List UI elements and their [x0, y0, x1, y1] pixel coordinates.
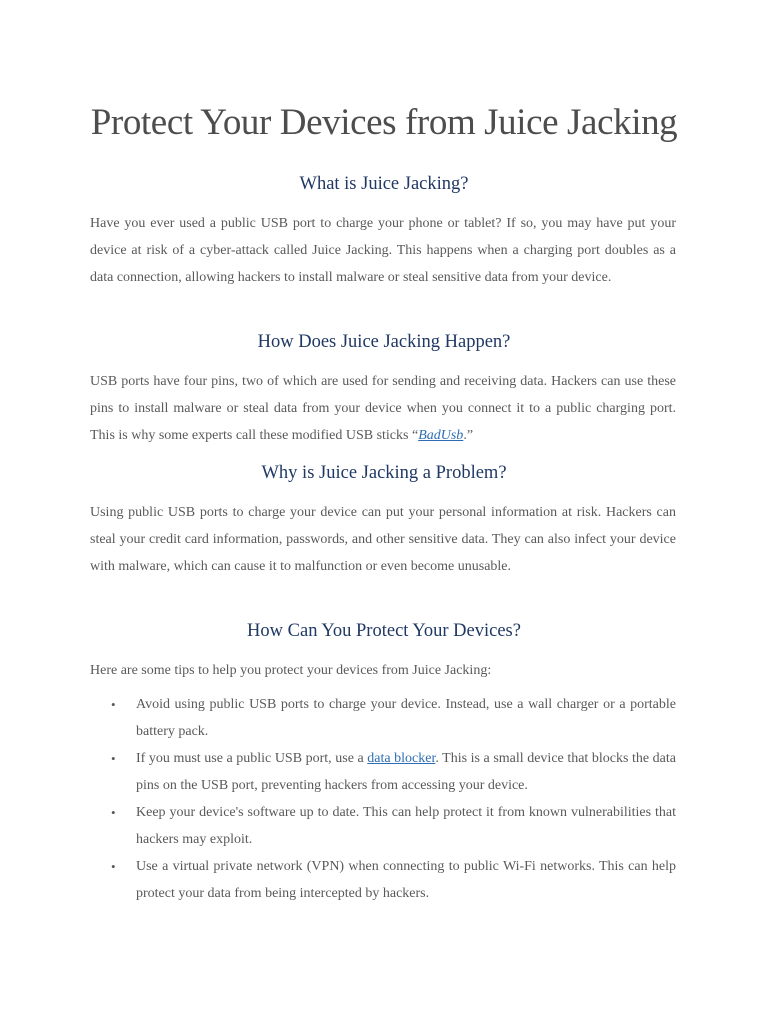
section-paragraph-what-is: Have you ever used a public USB port to charge your phone or tablet? If so, you may have put your device at risk of a cyber-attack called Juice Jacking. This happens when a charging port doubles as a data connection, allowing hackers to install malware or steal sensitive data from your device. [90, 216, 676, 285]
list-item [90, 799, 676, 853]
paragraph-text: USB ports have four pins, two of which are used for sending and receiving data. Hackers can use these pins to install malware or steal data from your device when you connect it to a public charging port. This is why some experts call these modified USB sticks “ [90, 374, 676, 443]
section-heading-how-happen: How Does Juice Jacking Happen? [257, 332, 511, 352]
section-paragraph-why-problem: Using public USB ports to charge your device can put your personal information at risk. Hackers can steal your credit card information, passwords, and other sensitive data. They can also infect your device with malware, which can cause it to malfunction or even become unusable. [90, 505, 676, 574]
page-title: Protect Your Devices from Juice Jacking [90, 102, 678, 143]
list-item-text: Avoid using public USB ports to charge your device. Instead, use a wall charger or a portable battery pack. [136, 697, 676, 739]
list-item-text: . This is a small device that blocks the data pins on the USB port, preventing hackers from accessing your device. [136, 751, 676, 793]
bullet-icon: • [111, 805, 116, 820]
bullet-icon: • [111, 859, 116, 874]
bullet-icon: • [111, 751, 116, 766]
badusb-link[interactable]: BadUsb [418, 428, 464, 443]
data-blocker-link[interactable]: data blocker [367, 751, 436, 766]
list-item [90, 853, 676, 907]
list-item-text: If you must use a public USB port, use a [136, 751, 368, 766]
bullet-icon: • [111, 697, 116, 712]
section-heading-why-problem: Why is Juice Jacking a Problem? [261, 463, 507, 483]
list-item [90, 691, 676, 745]
section-paragraph-how-happen [90, 368, 676, 449]
list-item-text: Keep your device's software up to date. This can help protect it from known vulnerabilities that hackers may exploit. [136, 805, 676, 847]
tips-list [90, 691, 676, 907]
section-heading-how-protect: How Can You Protect Your Devices? [247, 621, 521, 641]
list-item [90, 745, 676, 799]
section-heading-what-is: What is Juice Jacking? [299, 174, 469, 194]
paragraph-text: .” [463, 428, 474, 443]
section-paragraph-how-protect: Here are some tips to help you protect your devices from Juice Jacking: [90, 663, 492, 678]
list-item-text: Use a virtual private network (VPN) when connecting to public Wi-Fi networks. This can help protect your data from being intercepted by hackers. [136, 859, 676, 901]
